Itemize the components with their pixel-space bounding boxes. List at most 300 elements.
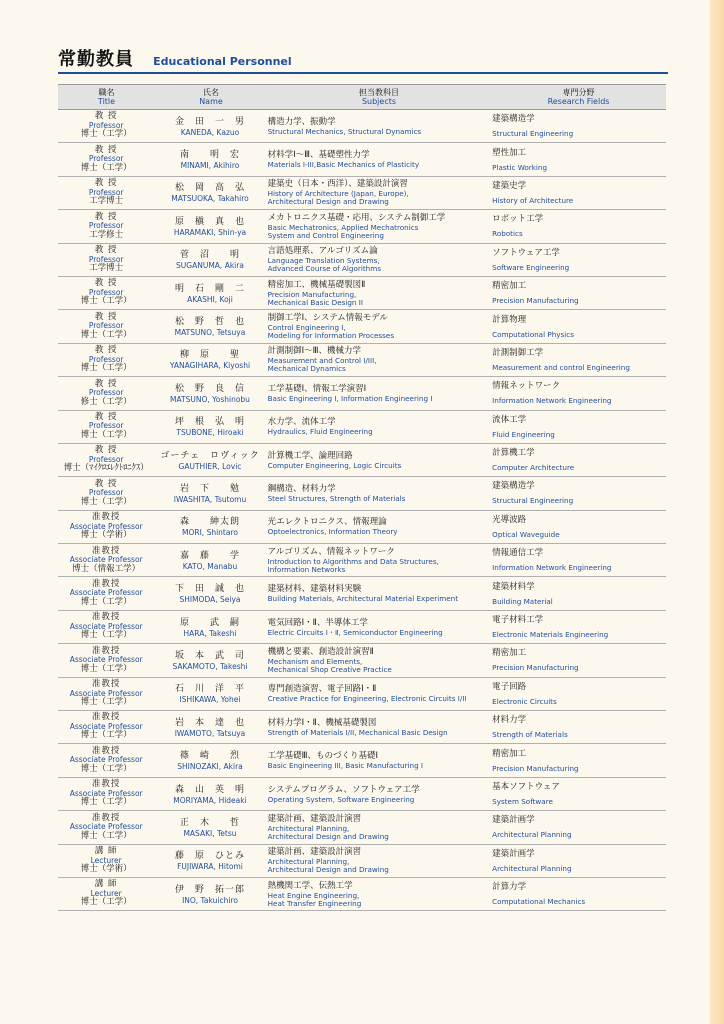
field-ja: 建築計画学 (492, 848, 535, 859)
table-row (58, 544, 666, 577)
field-en: Architectural Planning (492, 863, 572, 873)
rank-cell (58, 444, 154, 476)
field-en: Precision Manufacturing (492, 763, 579, 773)
name-ja: 岩 本 達 也 (174, 717, 245, 728)
degree: 博士（ﾏｲｸﾛｴﾚｸﾄﾛﾆｸｽ） (63, 463, 149, 474)
rank-ja: 教 授 (94, 111, 118, 122)
subjects-cell (266, 878, 491, 910)
field-ja: 精密加工 (492, 748, 527, 759)
subjects-en: Mechanism and Elements, Mechanical Shop Creative Practice (267, 656, 392, 674)
name-ja: 松 野 哲 也 (174, 317, 245, 328)
field-cell (490, 177, 666, 209)
field-ja: 計算力学 (492, 882, 527, 893)
field-cell (490, 577, 666, 609)
field-cell (490, 845, 666, 877)
subjects-cell (266, 778, 491, 810)
field-ja: 電子回路 (492, 681, 527, 692)
header-subjects-en: Subjects (361, 97, 397, 106)
name-cell (154, 277, 265, 309)
rank-cell (58, 110, 154, 142)
table-row (58, 611, 666, 644)
name-en: AKASHI, Koji (187, 294, 233, 304)
field-ja: ロボット工学 (492, 214, 544, 225)
header-fields-en: Research Fields (547, 97, 610, 106)
subjects-ja: 専門創造演習、電子回路Ⅰ・Ⅱ (267, 684, 377, 695)
field-ja: 建築材料学 (492, 581, 535, 592)
field-ja: 建築計画学 (492, 815, 535, 826)
field-en: Software Engineering (492, 262, 570, 272)
rank-cell (58, 845, 154, 877)
rank-en: Professor (88, 221, 124, 231)
name-en: HARAMAKI, Shin-ya (173, 227, 247, 237)
table-row (58, 845, 666, 878)
subjects-cell (266, 611, 491, 643)
header-title (58, 85, 155, 109)
field-ja: 建築史学 (492, 180, 527, 191)
rank-ja: 教 授 (94, 411, 118, 422)
subjects-ja: 水力学、流体工学 (267, 417, 336, 428)
rank-ja: 准教授 (91, 745, 121, 756)
header-fields-ja: 専門分野 (562, 88, 595, 97)
name-en: MATSUNO, Yoshinobu (170, 394, 250, 404)
name-cell (154, 811, 265, 843)
subjects-ja: 材料力学Ⅰ・Ⅱ、機械基礎製図 (267, 717, 377, 728)
name-ja: 篠 崎 烈 (179, 751, 240, 762)
table-body (58, 110, 666, 911)
subjects-cell (266, 577, 491, 609)
subjects-ja: 建築計画、建築設計演習 (267, 847, 362, 858)
name-en: FUJIWARA, Hitomi (177, 862, 243, 872)
name-cell (154, 744, 265, 776)
field-cell (490, 143, 666, 175)
subjects-cell (266, 277, 491, 309)
rank-cell (58, 744, 154, 776)
degree: 博士（工学） (80, 830, 132, 841)
field-en: Electronic Materials Engineering (492, 630, 609, 640)
rank-cell (58, 678, 154, 710)
rank-ja: 准教授 (91, 645, 121, 656)
name-ja: 坂 本 武 司 (174, 650, 245, 661)
field-en: Computer Architecture (492, 463, 575, 473)
table-row (58, 310, 666, 343)
field-ja: 計算機工学 (492, 448, 535, 459)
subjects-en: Basic Engineering III, Basic Manufacturing I (267, 761, 424, 771)
field-ja: 情報通信工学 (492, 548, 544, 559)
field-ja: 精密加工 (492, 648, 527, 659)
subjects-en: Electric Circuits Ⅰ・Ⅱ, Semiconductor Engineering (267, 627, 443, 637)
field-en: Precision Manufacturing (492, 663, 579, 673)
rank-cell (58, 644, 154, 676)
field-cell (490, 644, 666, 676)
name-cell (154, 477, 265, 509)
field-ja: 精密加工 (492, 281, 527, 292)
rank-cell (58, 143, 154, 175)
field-ja: 光導波路 (492, 514, 527, 525)
subjects-en: Materials I-III,Basic Mechanics of Plasticity (267, 160, 420, 170)
name-en: MORI, Shintaro (182, 528, 238, 538)
name-ja: 伊 野 拓一郎 (174, 884, 245, 895)
table-row (58, 411, 666, 444)
subjects-cell (266, 411, 491, 443)
degree: 博士（学術） (80, 530, 132, 541)
name-en: INO, Takuichiro (182, 895, 238, 905)
field-en: System Software (492, 797, 553, 806)
subjects-en: Optoelectronics, Information Theory (267, 527, 398, 537)
subjects-en: Basic Mechatronics, Applied Mechatronics System and Control Engineering (267, 222, 419, 240)
name-en: KATO, Manabu (182, 561, 238, 571)
table-row (58, 778, 666, 811)
field-cell (490, 878, 666, 910)
name-ja: 岩 下 勉 (179, 483, 240, 494)
table-row (58, 644, 666, 677)
subjects-en: Measurement and Control I/III, Mechanical Dynamics (267, 356, 377, 374)
field-ja: 計測制御工学 (492, 347, 544, 358)
subjects-en: History of Architecture (Japan, Europe), Architectural Design and Drawing (267, 189, 409, 207)
rank-en: Associate Professor (69, 521, 143, 531)
subjects-ja: 制御工学Ⅰ、システム情報モデル (267, 313, 388, 324)
name-ja: 明 石 剛 二 (174, 283, 245, 294)
subjects-cell (266, 678, 491, 710)
degree: 博士（工学） (80, 630, 132, 641)
field-en: Building Material (492, 596, 553, 606)
rank-en: Professor (88, 187, 124, 197)
rank-en: Associate Professor (69, 555, 143, 565)
rank-cell (58, 511, 154, 543)
rank-cell (58, 411, 154, 443)
degree: 工学博士 (89, 263, 124, 273)
page-header (58, 45, 668, 75)
subjects-ja: 熱機関工学、伝熱工学 (267, 880, 353, 891)
name-en: IWAMOTO, Tatsuya (174, 728, 246, 738)
name-en: MINAMI, Akihiro (180, 161, 240, 171)
table-row (58, 444, 666, 477)
rank-en: Associate Professor (69, 588, 143, 598)
table-row (58, 377, 666, 410)
table-row (58, 878, 666, 911)
page-title: 常勤教員 (58, 49, 134, 70)
rank-cell (58, 811, 154, 843)
name-ja: 柳 原 聖 (179, 350, 240, 361)
header-title-en: Title (97, 97, 116, 106)
subjects-en: Building Materials, Architectural Material Experiment (267, 594, 459, 604)
rank-ja: 教 授 (94, 211, 118, 222)
field-cell (490, 744, 666, 776)
field-cell (490, 344, 666, 376)
field-en: Structural Engineering (492, 129, 574, 139)
rank-cell (58, 778, 154, 810)
rank-ja: 准教授 (91, 812, 121, 823)
rank-cell (58, 544, 154, 576)
name-cell (154, 143, 265, 175)
rank-en: Professor (88, 421, 124, 431)
subjects-en: Introduction to Algorithms and Data Structures, Information Networks (267, 556, 439, 574)
table-row (58, 711, 666, 744)
degree: 博士（工学） (80, 797, 132, 808)
rank-en: Associate Professor (69, 788, 143, 798)
field-cell (490, 210, 666, 242)
field-cell (490, 477, 666, 509)
rank-en: Associate Professor (69, 655, 143, 665)
name-ja: 森 紳太朗 (179, 517, 240, 528)
subjects-cell (266, 444, 491, 476)
subjects-cell (266, 477, 491, 509)
name-en: TSUBONE, Hiroaki (176, 428, 244, 438)
name-ja: 森 山 英 明 (174, 784, 245, 795)
subjects-ja: アルゴリズム、情報ネットワーク (267, 546, 395, 557)
header-divider (58, 72, 668, 74)
name-en: GAUTHIER, Lovic (178, 461, 242, 471)
degree: 博士（情報工学） (72, 563, 141, 574)
name-en: HARA, Takeshi (183, 628, 237, 638)
subjects-cell (266, 177, 491, 209)
field-en: Measurement and control Engineering (492, 362, 630, 372)
rank-cell (58, 611, 154, 643)
name-cell (154, 244, 265, 276)
name-ja: 下 田 誠 也 (174, 584, 245, 595)
rank-cell (58, 210, 154, 242)
subjects-en: Steel Structures, Strength of Materials (267, 493, 406, 503)
subjects-ja: 言語処理系、アルゴリズム論 (267, 246, 378, 257)
subjects-en: Operating System, Software Engineering (267, 794, 415, 804)
subjects-ja: 計測制御Ⅰ～Ⅲ、機械力学 (267, 346, 361, 357)
rank-cell (58, 711, 154, 743)
field-ja: 材料力学 (492, 715, 527, 726)
name-cell (154, 611, 265, 643)
field-cell (490, 611, 666, 643)
rank-en: Associate Professor (69, 721, 143, 731)
field-en: Structural Engineering (492, 496, 574, 506)
subjects-ja: 建築計画、建築設計演習 (267, 813, 362, 824)
table-row (58, 511, 666, 544)
name-cell (154, 310, 265, 342)
rank-cell (58, 177, 154, 209)
rank-cell (58, 344, 154, 376)
field-cell (490, 411, 666, 443)
subjects-en: Language Translation Systems, Advanced Course of Algorithms (267, 256, 381, 274)
rank-ja: 教 授 (94, 278, 118, 289)
subjects-en: Hydraulics, Fluid Engineering (267, 427, 373, 437)
rank-ja: 講 師 (94, 879, 118, 890)
header-subjects (267, 85, 491, 109)
field-en: Computational Mechanics (492, 897, 586, 907)
field-cell (490, 811, 666, 843)
name-en: MORIYAMA, Hideaki (173, 795, 247, 805)
table-row (58, 210, 666, 243)
rank-cell (58, 477, 154, 509)
field-en: Information Network Engineering (492, 396, 612, 406)
subjects-en: Basic Engineering I, Information Engineering I (267, 393, 433, 403)
name-ja: 松 岡 高 弘 (174, 183, 245, 194)
degree: 博士（工学） (80, 496, 132, 507)
rank-ja: 教 授 (94, 378, 118, 389)
field-en: Plastic Working (492, 162, 548, 172)
name-cell (154, 511, 265, 543)
subjects-en: Precision Manufacturing, Mechanical Basic Design II (267, 289, 364, 307)
table-row (58, 344, 666, 377)
name-cell (154, 678, 265, 710)
degree: 工学博士 (89, 196, 124, 207)
rank-en: Professor (88, 120, 124, 130)
field-ja: 情報ネットワーク (492, 381, 561, 392)
subjects-cell (266, 344, 491, 376)
rank-ja: 教 授 (94, 311, 118, 322)
rank-ja: 教 授 (94, 245, 118, 255)
subjects-en: Heat Engine Engineering, Heat Transfer Engineering (267, 890, 362, 908)
name-cell (154, 845, 265, 877)
field-en: Optical Waveguide (492, 529, 560, 539)
name-cell (154, 878, 265, 910)
field-cell (490, 511, 666, 543)
degree: 博士（工学） (80, 329, 132, 340)
name-ja: 菅 沼 明 (179, 250, 240, 261)
degree: 博士（工学） (80, 363, 132, 374)
rank-ja: 准教授 (91, 512, 121, 523)
rank-ja: 教 授 (94, 345, 118, 356)
subjects-ja: メカトロニクス基礎・応用、システム制御工学 (267, 212, 446, 223)
field-ja: ソフトウェア工学 (492, 247, 560, 258)
field-cell (490, 244, 666, 276)
field-en: History of Architecture (492, 195, 574, 205)
rank-ja: 准教授 (91, 712, 121, 723)
degree: 博士（工学） (80, 429, 132, 440)
name-ja: 松 野 良 信 (174, 383, 245, 394)
subjects-ja: 建築材料、建築材料実験 (267, 584, 362, 595)
header-subjects-ja: 担当教科目 (359, 88, 399, 97)
subjects-ja: 光エレクトロニクス、情報理論 (267, 517, 387, 528)
rank-en: Professor (88, 321, 124, 331)
name-cell (154, 444, 265, 476)
name-en: YANAGIHARA, Kiyoshi (169, 361, 251, 371)
rank-ja: 准教授 (91, 679, 121, 690)
subjects-ja: 材料学Ⅰ～Ⅲ、基礎塑性力学 (267, 150, 370, 161)
field-en: Precision Manufacturing (492, 296, 579, 306)
subjects-ja: 工学基礎Ⅰ、情報工学演習Ⅰ (267, 383, 367, 394)
header-title-ja: 職名 (98, 88, 115, 97)
field-cell (490, 444, 666, 476)
subjects-ja: 計算機工学、論理回路 (267, 450, 353, 461)
subjects-ja: 精密加工、機械基礎製図Ⅱ (267, 279, 366, 290)
name-cell (154, 544, 265, 576)
name-cell (154, 644, 265, 676)
subjects-en: Computer Engineering, Logic Circuits (267, 460, 402, 470)
subjects-cell (266, 644, 491, 676)
field-en: Robotics (492, 229, 523, 239)
name-ja: 嘉 藤 学 (179, 550, 240, 561)
subjects-cell (266, 511, 491, 543)
degree: 博士（工学） (80, 697, 132, 708)
field-ja: 計算物理 (492, 314, 527, 325)
page-subtitle: Educational Personnel (153, 55, 292, 68)
rank-cell (58, 577, 154, 609)
degree: 博士（学術） (80, 864, 132, 875)
rank-ja: 講 師 (94, 846, 118, 857)
rank-cell (58, 878, 154, 910)
name-ja: 坪 根 弘 明 (174, 417, 245, 428)
field-en: Strength of Materials (492, 730, 568, 740)
field-en: Architectural Planning (492, 830, 572, 840)
degree: 工学修士 (89, 229, 124, 240)
table-row (58, 110, 666, 143)
table-row (58, 244, 666, 277)
name-cell (154, 577, 265, 609)
name-en: MATSUNO, Tetsuya (174, 328, 246, 338)
subjects-ja: 建築史（日本・西洋）、建築設計演習 (267, 179, 408, 190)
table-row (58, 477, 666, 510)
field-en: Electronic Circuits (492, 696, 557, 706)
name-cell (154, 110, 265, 142)
field-en: Computational Physics (492, 329, 574, 339)
field-cell (490, 110, 666, 142)
name-ja: 原 武 嗣 (179, 617, 240, 628)
degree: 博士（工学） (80, 596, 132, 607)
header-fields (491, 85, 666, 109)
table-row (58, 143, 666, 176)
name-cell (154, 344, 265, 376)
subjects-ja: 工学基礎Ⅲ、ものづくり基礎Ⅰ (267, 751, 378, 762)
rank-en: Professor (88, 454, 124, 464)
subjects-cell (266, 377, 491, 409)
subjects-cell (266, 711, 491, 743)
field-cell (490, 778, 666, 810)
rank-en: Professor (88, 154, 124, 164)
rank-en: Professor (88, 354, 124, 364)
name-en: SUGANUMA, Akira (176, 261, 244, 271)
degree: 博士（工学） (80, 296, 132, 307)
name-cell (154, 711, 265, 743)
subjects-ja: 鋼構造、材料力学 (267, 483, 336, 494)
rank-en: Lecturer (90, 855, 122, 865)
subjects-cell (266, 845, 491, 877)
page-edge-band (710, 0, 724, 1024)
subjects-cell (266, 544, 491, 576)
name-cell (154, 377, 265, 409)
subjects-en: Architectural Planning, Architectural Design and Drawing (267, 823, 389, 841)
rank-en: Professor (88, 287, 124, 297)
subjects-cell (266, 744, 491, 776)
name-en: SHIMODA, Seiya (179, 595, 241, 605)
field-cell (490, 544, 666, 576)
name-en: IWASHITA, Tsutomu (173, 494, 247, 504)
header-name-ja: 氏名 (203, 88, 219, 97)
name-en: ISHIKAWA, Yohei (179, 695, 241, 705)
rank-cell (58, 377, 154, 409)
name-ja: 正 木 哲 (179, 817, 240, 828)
field-cell (490, 678, 666, 710)
rank-ja: 教 授 (94, 144, 118, 155)
subjects-cell (266, 244, 491, 276)
rank-en: Professor (88, 254, 124, 264)
rank-cell (58, 310, 154, 342)
rank-ja: 教 授 (94, 445, 118, 456)
rank-ja: 准教授 (91, 779, 121, 790)
rank-ja: 准教授 (91, 545, 121, 556)
subjects-en: Strength of Materials I/II, Mechanical Basic Design (267, 727, 448, 737)
field-ja: 流体工学 (492, 414, 527, 425)
degree: 博士（工学） (80, 763, 132, 774)
rank-en: Associate Professor (69, 822, 143, 832)
table-row (58, 678, 666, 711)
name-en: SHINOZAKI, Akira (177, 762, 243, 772)
subjects-en: Control Engineering I, Modeling for Information Processes (267, 323, 395, 341)
name-cell (154, 177, 265, 209)
name-cell (154, 778, 265, 810)
subjects-en: Creative Practice for Engineering, Electronic Circuits I/II (267, 694, 467, 704)
rank-en: Associate Professor (69, 755, 143, 765)
rank-ja: 准教授 (91, 578, 121, 589)
subjects-ja: 機構と要素、創造設計演習Ⅱ (267, 646, 374, 657)
name-cell (154, 210, 265, 242)
rank-ja: 教 授 (94, 478, 118, 489)
